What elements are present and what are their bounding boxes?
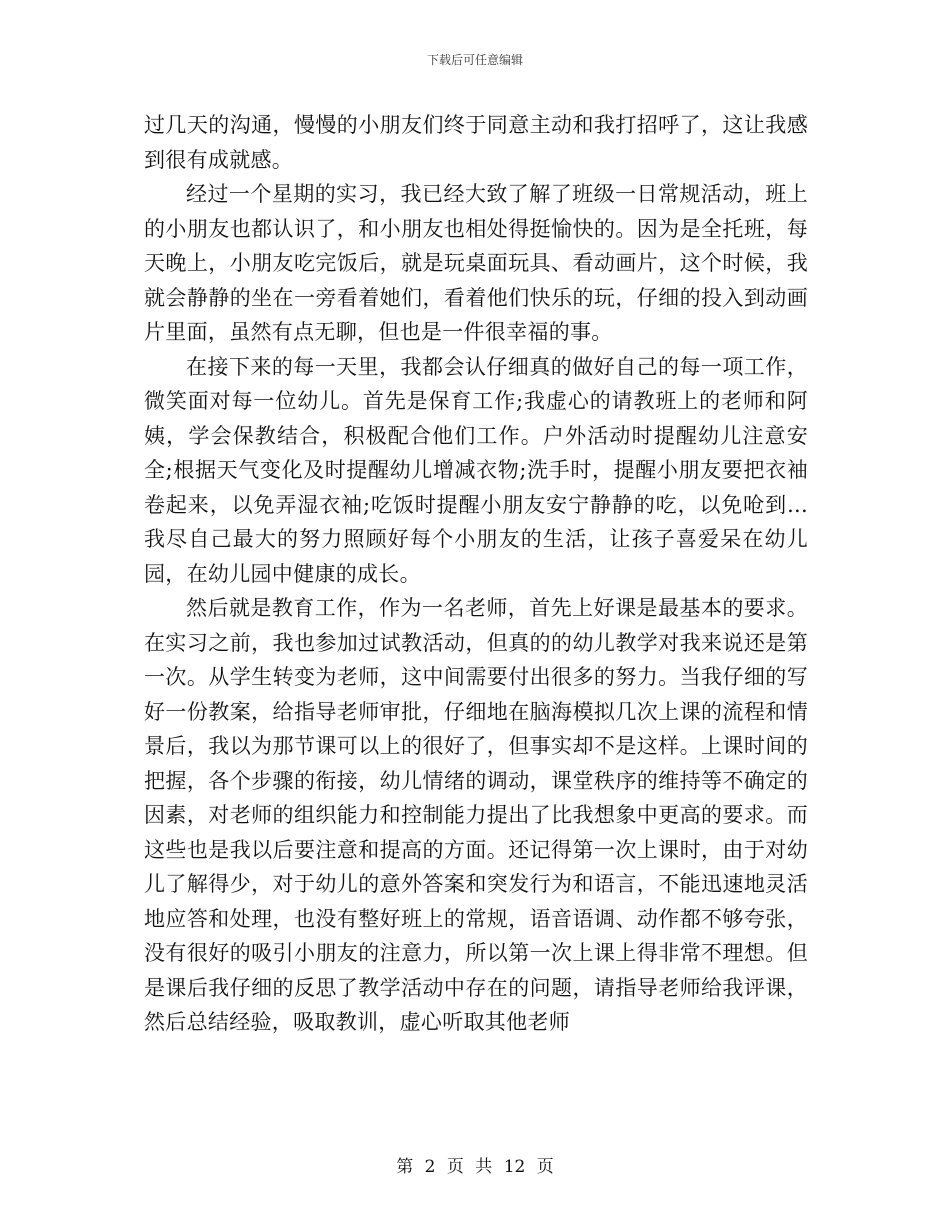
- paragraph-4: 然后就是教育工作，作为一名老师，首先上好课是最基本的要求。在实习之前，我也参加过试教活动，但真的的幼儿教学对我来说还是第一次。从学生转变为老师，这中间需要付出很多的努力。当我仔细的写好一份教案，给指导老师审批，仔细地在脑海模拟几次上课的流程和情景后，我以为那节课可以上的很好了，但事实却不是这样。上课时间的把握，各个步骤的衔接，幼儿情绪的调动，课堂秩序的维持等不确定的因素，对老师的组织能力和控制能力提出了比我想象中更高的要求。而这些也是我以后要注意和提高的方面。还记得第一次上课时，由于对幼儿了解得少，对于幼儿的意外答案和突发行为和语言，不能迅速地灵活地应答和处理，也没有整好班上的常规，语音语调、动作都不够夸张，没有很好的吸引小朋友的注意力，所以第一次上课上得非常不理想。但是课后我仔细的反思了教学活动中存在的问题，请指导老师给我评课，然后总结经验，吸取教训，虚心听取其他老师: [144, 596, 808, 1034]
- paragraph-1: 过几天的沟通，慢慢的小朋友们终于同意主动和我打招呼了，这让我感到很有成就感。: [144, 113, 808, 172]
- page-footer: 第 2 页 共 12 页: [396, 1157, 554, 1177]
- document-body: [144, 108, 808, 1040]
- paragraph-3: 在接下来的每一天里，我都会认仔细真的做好自己的每一项工作，微笑面对每一位幼儿。首先是保育工作;我虚心的请教班上的老师和阿姨，学会保教结合，积极配合他们工作。户外活动时提醒幼儿注意安全;根据天气变化及时提醒幼儿增减衣物;洗手时，提醒小朋友要把衣袖卷起来，以免弄湿衣袖;吃饭时提醒小朋友安宁静静的吃，以免呛到...我尽自己最大的努力照顾好每个小朋友的生活，让孩子喜爱呆在幼儿园，在幼儿园中健康的成长。: [144, 354, 808, 586]
- paragraph-2: 经过一个星期的实习，我已经大致了解了班级一日常规活动，班上的小朋友也都认识了，和小朋友也相处得挺愉快的。因为是全托班，每天晚上，小朋友吃完饭后，就是玩桌面玩具、看动画片，这个时候，我就会静静的坐在一旁看着她们，看着他们快乐的玩，仔细的投入到动画片里面，虽然有点无聊，但也是一件很幸福的事。: [144, 182, 808, 344]
- page-header: 下载后可任意编辑: [426, 53, 523, 67]
